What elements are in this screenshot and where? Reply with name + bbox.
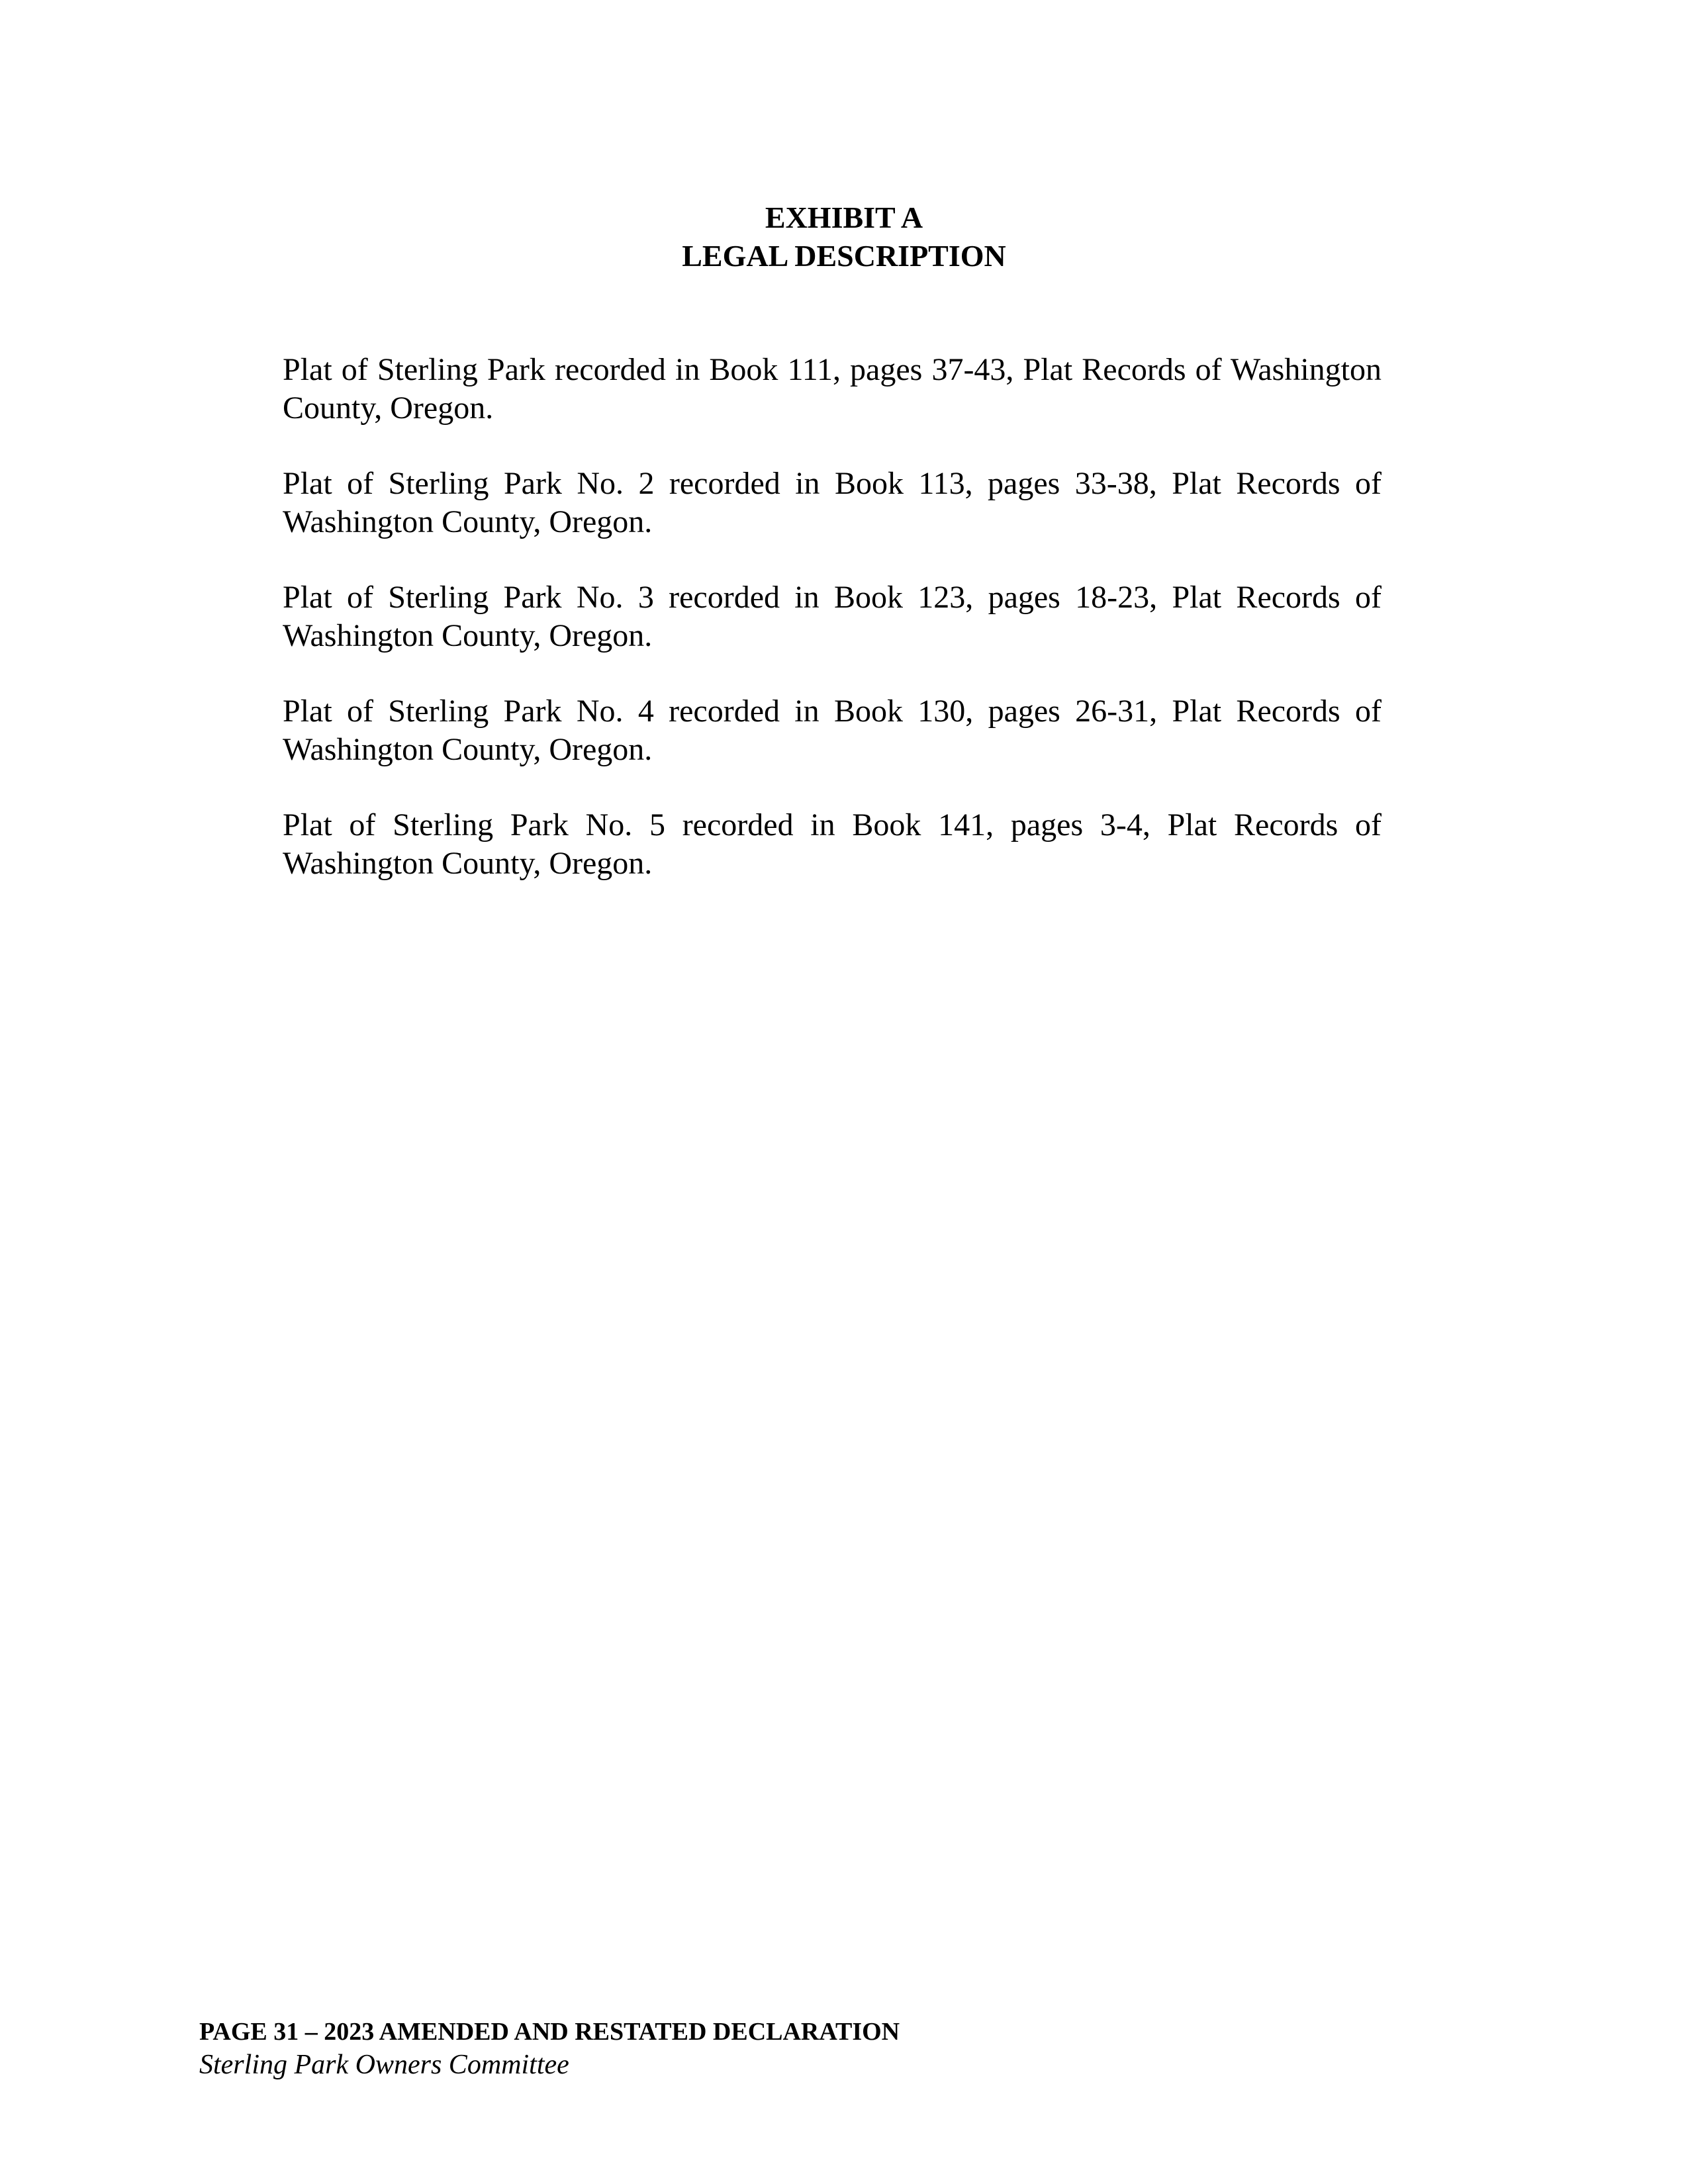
plat-paragraph-2: Plat of Sterling Park No. 2 recorded in Book 113, pages 33-38, Plat Records of Washington County, Oregon. [283,466,1382,539]
footer-committee: Sterling Park Owners Committee [199,2050,569,2080]
exhibit-title: EXHIBIT A [765,201,923,234]
plat-paragraph-5: Plat of Sterling Park No. 5 recorded in Book 141, pages 3-4, Plat Records of Washington County, Oregon. [283,807,1382,881]
legal-description-title: LEGAL DESCRIPTION [682,239,1006,273]
plat-paragraph-1: Plat of Sterling Park recorded in Book 111, pages 37-43, Plat Records of Washington County, Oregon. [283,352,1382,426]
exhibit-heading [0,199,1688,275]
page-footer [199,2015,1391,2081]
plat-paragraph-3: Plat of Sterling Park No. 3 recorded in Book 123, pages 18-23, Plat Records of Washington County, Oregon. [283,580,1382,653]
plat-paragraph-4: Plat of Sterling Park No. 4 recorded in Book 130, pages 26-31, Plat Records of Washington County, Oregon. [283,694,1382,767]
legal-description-body [283,351,1382,920]
footer-page-title: PAGE 31 – 2023 AMENDED AND RESTATED DECLARATION [199,2018,900,2046]
